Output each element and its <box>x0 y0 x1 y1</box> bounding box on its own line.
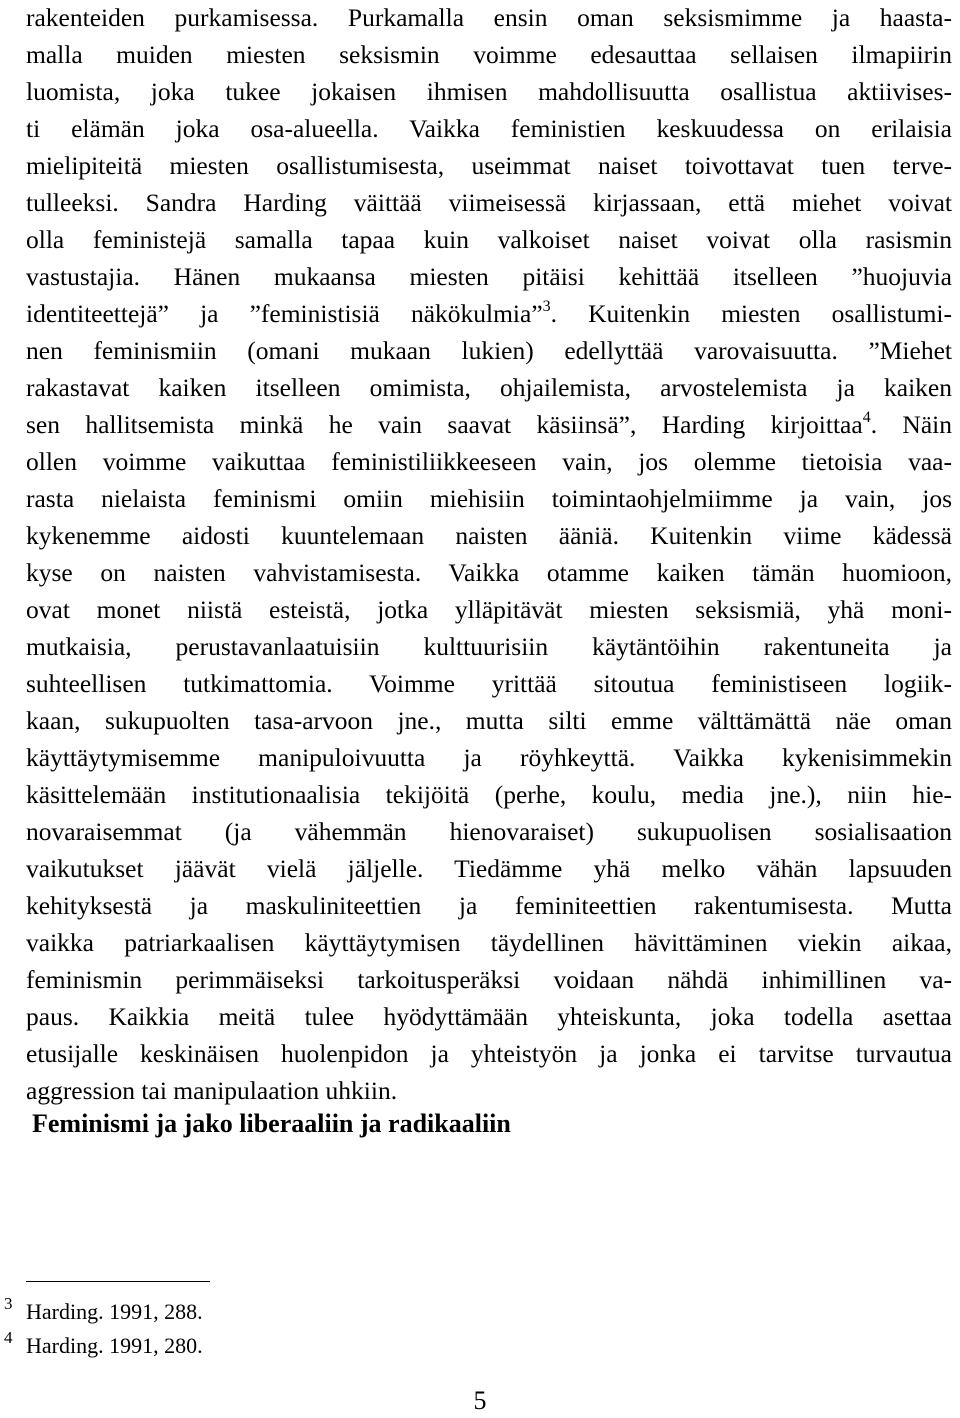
footnote-ref: 3 <box>542 298 551 315</box>
text-line: feminismin perimmäiseksi tarkoitusperäksi voidaan nähdä inhimillinen va- <box>26 965 952 994</box>
text-line: malla muiden miesten seksismin voimme edesauttaa sellaisen ilmapiirin <box>26 40 952 69</box>
footnote-divider <box>26 1281 210 1282</box>
text-run: . Kuitenkin miesten osallistumi- <box>550 299 953 328</box>
text-line: vastustajia. Hänen mukaansa miesten pitäisi kehittää itselleen ”huojuvia <box>26 262 952 291</box>
text-line: tulleeksi. Sandra Harding väittää viimeisessä kirjassaan, että miehet voivat <box>26 188 952 217</box>
text-line: kehityksestä ja maskuliniteettien ja feminiteettien rakentumisesta. Mutta <box>26 891 952 920</box>
text-line: olla feministejä samalla tapaa kuin valkoiset naiset voivat olla rasismin <box>26 225 952 254</box>
section-heading: Feminismi ja jako liberaaliin ja radikaaliin <box>32 1109 511 1138</box>
text-line: rakastavat kaiken itselleen omimista, ohjailemista, arvostelemista ja kaiken <box>26 373 952 402</box>
text-line: mielipiteitä miesten osallistumisesta, useimmat naiset toivottavat tuen terve- <box>26 151 952 180</box>
text-line: etusijalle keskinäisen huolenpidon ja yhteistyön ja jonka ei tarvitse turvautua <box>26 1039 952 1068</box>
text-run: identiteettejä” ja ”feministisiä näkökulmia” <box>26 299 543 328</box>
text-line: rakenteiden purkamisessa. Purkamalla ensin oman seksismimme ja haasta- <box>26 3 952 32</box>
text-line: käsittelemään institutionaalisia tekijöitä (perhe, koulu, media jne.), niin hie- <box>26 780 952 809</box>
text-line <box>26 407 952 442</box>
text-line: suhteellisen tutkimattomia. Voimme yrittää sitoutua feministiseen logiik- <box>26 669 952 698</box>
text-line: nen feminismiin (omani mukaan lukien) edellyttää varovaisuutta. ”Miehet <box>26 336 952 365</box>
text-line: rasta nielaista feminismi omiin miehisiin toimintaohjelmiimme ja vain, jos <box>26 484 952 513</box>
text-line: luomista, joka tukee jokaisen ihmisen mahdollisuutta osallistua aktiivises- <box>26 77 952 106</box>
text-line: paus. Kaikkia meitä tulee hyödyttämään yhteiskunta, joka todella asettaa <box>26 1002 952 1031</box>
text-line: kyse on naisten vahvistamisesta. Vaikka otamme kaiken tämän huomioon, <box>26 558 952 587</box>
footnote-number: 3 <box>4 1294 13 1313</box>
text-line: ti elämän joka osa-alueella. Vaikka feministien keskuudessa on erilaisia <box>26 114 952 143</box>
footnote-number: 4 <box>4 1328 13 1347</box>
text-line: ovat monet niistä esteistä, jotka ylläpitävät miesten seksismiä, yhä moni- <box>26 595 952 624</box>
text-run: sen hallitsemista minkä he vain saavat käsiinsä”, Harding kirjoittaa <box>26 410 863 439</box>
text-line: vaikka patriarkaalisen käyttäytymisen täydellinen hävittäminen viekin aikaa, <box>26 928 952 957</box>
text-line: vaikutukset jäävät vielä jäljelle. Tiedämme yhä melko vähän lapsuuden <box>26 854 952 883</box>
text-run: . Näin <box>870 410 952 439</box>
text-line: käyttäytymisemme manipuloivuutta ja röyhkeyttä. Vaikka kykenisimmekin <box>26 743 952 772</box>
footnote-text: Harding. 1991, 280. <box>26 1333 203 1358</box>
text-line <box>26 296 952 331</box>
text-line: kaan, sukupuolten tasa-arvoon jne., mutta silti emme välttämättä näe oman <box>26 706 952 735</box>
footnote-text: Harding. 1991, 288. <box>26 1299 203 1324</box>
page-number: 5 <box>473 1386 487 1415</box>
text-line: kykenemme aidosti kuuntelemaan naisten ääniä. Kuitenkin viime kädessä <box>26 521 952 550</box>
text-line: ollen voimme vaikuttaa feministiliikkeeseen vain, jos olemme tietoisia vaa- <box>26 447 952 476</box>
text-line: mutkaisia, perustavanlaatuisiin kulttuurisiin käytäntöihin rakentuneita ja <box>26 632 952 661</box>
text-line: aggression tai manipulaation uhkiin. <box>26 1076 398 1105</box>
text-line: novaraisemmat (ja vähemmän hienovaraiset) sukupuolisen sosialisaation <box>26 817 952 846</box>
footnote-ref: 4 <box>862 409 871 426</box>
